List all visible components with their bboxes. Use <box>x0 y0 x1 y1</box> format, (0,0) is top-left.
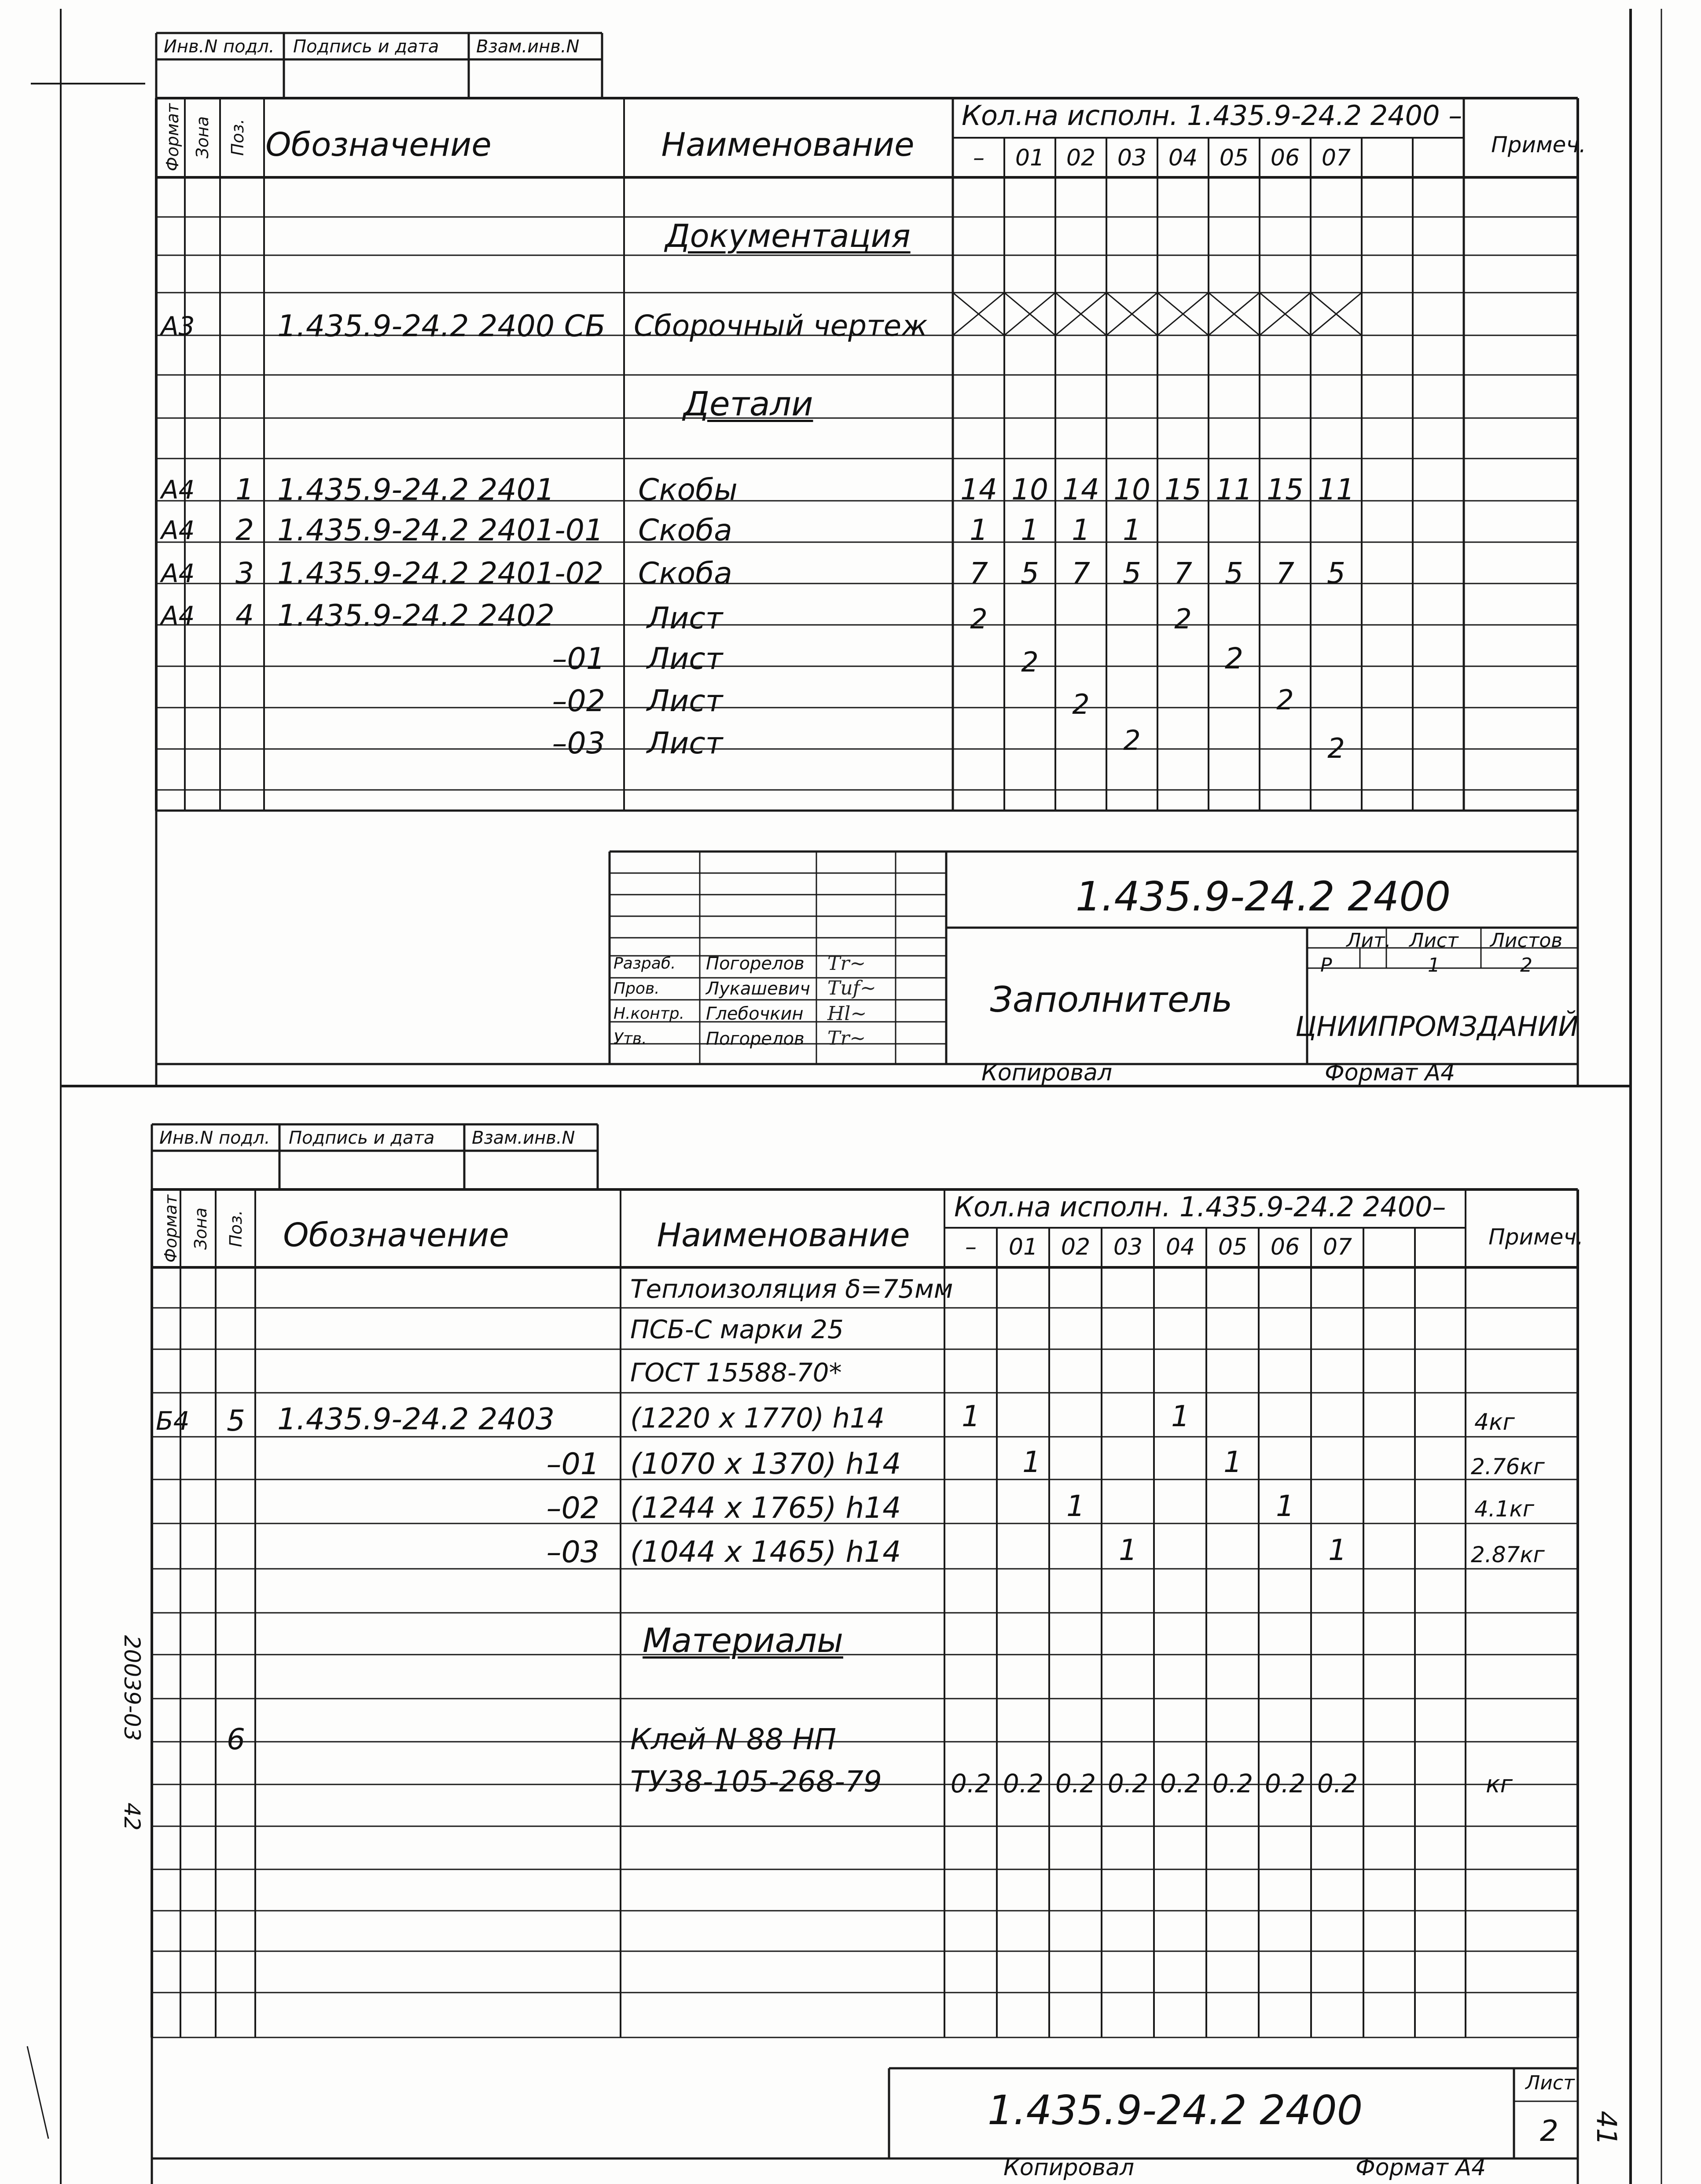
title-block-code: 1.435.9-24.2 2400 <box>1075 873 1451 920</box>
row-name: Лист <box>647 642 723 676</box>
qty-cell: 2 <box>1225 642 1243 675</box>
qty-cell: 5 <box>1225 556 1243 590</box>
row-name: Лист <box>647 684 723 719</box>
qty-cell: 1 <box>1022 1445 1041 1479</box>
col-name-label: Наименование <box>661 126 915 164</box>
row-pos: 1 <box>235 473 254 507</box>
variant-label: 05 <box>1218 1234 1248 1260</box>
glue-name: Клей N 88 НП <box>630 1722 837 1756</box>
row-format: А4 <box>161 475 195 505</box>
row-pos: 6 <box>227 1722 245 1756</box>
signature: Tuf~ <box>827 977 876 999</box>
insulation-line: ГОСТ 15588-70* <box>630 1358 842 1387</box>
insulation-line: Теплоизоляция δ=75мм <box>630 1274 953 1304</box>
section-materials: Материалы <box>643 1621 843 1660</box>
glue-spec: ТУ38-105-268-79 <box>630 1765 882 1799</box>
row-note: 4кг <box>1474 1409 1515 1435</box>
row-designation: –02 <box>552 684 605 719</box>
qty-cell: 1 <box>970 513 988 547</box>
row-designation: 1.435.9-24.2 2401-02 <box>277 556 604 591</box>
staff-role: Утв. <box>614 1030 647 1048</box>
qty-cell: 5 <box>1123 556 1141 590</box>
variant-label: 04 <box>1165 1234 1195 1260</box>
qty-cell: 1 <box>1072 513 1090 547</box>
margin-mark <box>27 2046 48 2139</box>
qty-cell: 0.2 <box>1160 1769 1201 1799</box>
col-zone-label: Зона <box>191 1208 210 1250</box>
staff-role: Н.контр. <box>614 1005 685 1023</box>
qty-cell: 11 <box>1318 473 1355 507</box>
row-format: А4 <box>161 558 195 588</box>
variant-label: – <box>965 1234 977 1260</box>
variant-label: 06 <box>1270 145 1300 171</box>
inv-label: Инв.N подл. <box>164 37 275 57</box>
row-note: 2.87кг <box>1471 1542 1545 1567</box>
qty-cell: 2 <box>1174 603 1192 635</box>
organization: ЦНИИПРОМЗДАНИЙ <box>1295 1010 1579 1042</box>
col-note-label: Примеч. <box>1491 132 1586 158</box>
variant-label: 07 <box>1321 145 1351 171</box>
variant-label: 07 <box>1323 1234 1352 1260</box>
variant-label: 06 <box>1270 1234 1300 1260</box>
row-name: (1070 x 1370) h14 <box>630 1447 901 1481</box>
lit-value: Р <box>1320 954 1332 976</box>
archive-number: 20039-03 <box>119 1635 145 1741</box>
row-designation: –03 <box>546 1535 599 1570</box>
qty-cell: 1 <box>1123 513 1141 547</box>
row-designation: –01 <box>546 1447 599 1482</box>
qty-cell: 7 <box>970 556 988 590</box>
signature: Hl~ <box>827 1002 867 1025</box>
row-name: Скобы <box>638 473 738 507</box>
lit-label: Лит. <box>1346 929 1391 952</box>
qty-cell: 14 <box>1062 473 1099 507</box>
qty-cell: 1 <box>1276 1489 1294 1523</box>
row-name: Лист <box>647 726 723 761</box>
row-pos: 5 <box>227 1404 245 1438</box>
replace-inv-label: Взам.инв.N <box>476 37 580 57</box>
row-designation: 1.435.9-24.2 2401-01 <box>277 513 604 548</box>
row-note: 4.1кг <box>1474 1496 1534 1522</box>
row-note: кг <box>1486 1770 1513 1798</box>
format-label: Формат А4 <box>1356 2155 1486 2181</box>
row-format: А4 <box>161 515 195 545</box>
row-name: (1220 x 1770) h14 <box>630 1402 885 1434</box>
format-label: Формат А4 <box>1325 1060 1455 1086</box>
row-name: Лист <box>647 601 723 636</box>
col-designation-label: Обозначение <box>265 126 492 164</box>
signature: Tr~ <box>827 952 866 975</box>
staff-name: Лукашевич <box>706 979 810 999</box>
variant-label: 03 <box>1113 1234 1143 1260</box>
col-note-label: Примеч. <box>1488 1224 1583 1250</box>
section-documentation: Документация <box>665 217 911 254</box>
row-designation: 1.435.9-24.2 2401 <box>277 473 555 507</box>
col-designation-label: Обозначение <box>283 1216 509 1254</box>
doc-format: А3 <box>161 311 195 341</box>
col-format-label: Формат <box>163 103 182 172</box>
row-name: Скоба <box>638 556 732 591</box>
variant-label: – <box>973 145 985 171</box>
staff-role: Разраб. <box>614 954 676 973</box>
qty-cell: 15 <box>1165 473 1201 507</box>
row-pos: 3 <box>235 556 254 590</box>
col-zone-label: Зона <box>193 116 212 158</box>
variant-label: 01 <box>1015 145 1045 171</box>
qty-cell: 1 <box>1066 1489 1085 1523</box>
row-format: Б4 <box>156 1406 190 1436</box>
qty-cell: 2 <box>970 603 988 635</box>
sheet-value: 1 <box>1428 954 1440 976</box>
row-designation: 1.435.9-24.2 2403 <box>277 1402 555 1437</box>
qty-cell: 14 <box>960 473 997 507</box>
sheet-value: 2 <box>1540 2114 1558 2148</box>
edge-page-number: 41 <box>1591 2111 1623 2146</box>
variant-label: 02 <box>1066 145 1096 171</box>
doc-name: Сборочный чертеж <box>634 309 928 343</box>
qty-header: Кол.на исполн. 1.435.9-24.2 2400– <box>954 1191 1446 1223</box>
qty-cell: 1 <box>1328 1533 1347 1567</box>
variant-label: 02 <box>1061 1234 1091 1260</box>
copied-label: Копировал <box>1003 2155 1135 2181</box>
title-block-name: Заполнитель <box>990 979 1233 1020</box>
variant-label: 03 <box>1117 145 1147 171</box>
qty-cell: 5 <box>1327 556 1345 590</box>
qty-cell: 2 <box>1072 688 1090 720</box>
insulation-line: ПСБ-С марки 25 <box>630 1314 844 1344</box>
row-pos: 4 <box>235 598 254 632</box>
margin-page-number: 42 <box>119 1802 145 1831</box>
copied-label: Копировал <box>981 1060 1113 1086</box>
qty-cell: 1 <box>962 1399 980 1433</box>
qty-cell: 0.2 <box>1107 1769 1149 1799</box>
col-format-label: Формат <box>161 1194 180 1263</box>
qty-cell: 2 <box>1327 732 1345 764</box>
row-pos: 2 <box>235 513 254 547</box>
signature: Tr~ <box>827 1027 866 1050</box>
qty-cell: 15 <box>1267 473 1304 507</box>
qty-cell: 7 <box>1276 556 1294 590</box>
doc-designation: 1.435.9-24.2 2400 СБ <box>277 309 606 344</box>
qty-cell: 10 <box>1113 473 1150 507</box>
qty-cell: 2 <box>1123 724 1141 756</box>
qty-cell: 0.2 <box>1055 1769 1096 1799</box>
row-designation: –02 <box>546 1491 599 1526</box>
row-designation: 1.435.9-24.2 2402 <box>277 598 555 633</box>
replace-inv-label: Взам.инв.N <box>472 1128 575 1148</box>
sheets-value: 2 <box>1520 954 1532 976</box>
qty-cell: 7 <box>1174 556 1192 590</box>
qty-cell: 0.2 <box>1212 1769 1253 1799</box>
qty-cell: 1 <box>1119 1533 1137 1567</box>
inv-label: Инв.N подл. <box>159 1128 270 1148</box>
variant-label: 05 <box>1219 145 1249 171</box>
qty-cell: 5 <box>1021 556 1039 590</box>
variant-label: 04 <box>1168 145 1198 171</box>
qty-cell: 1 <box>1223 1445 1242 1479</box>
row-name: (1044 x 1465) h14 <box>630 1535 901 1569</box>
row-name: (1244 x 1765) h14 <box>630 1491 901 1525</box>
qty-cell: 2 <box>1021 646 1039 678</box>
variant-label: 01 <box>1008 1234 1038 1260</box>
row-note: 2.76кг <box>1471 1454 1545 1479</box>
row-designation: –03 <box>552 726 605 761</box>
staff-name: Погорелов <box>706 954 805 974</box>
sheet-label: Лист <box>1525 2072 1575 2094</box>
qty-cell: 2 <box>1276 684 1294 716</box>
qty-cell: 7 <box>1072 556 1090 590</box>
qty-header: Кол.на исполн. 1.435.9-24.2 2400 – <box>962 99 1462 132</box>
qty-cell: 0.2 <box>1264 1769 1306 1799</box>
title-block-code: 1.435.9-24.2 2400 <box>987 2087 1363 2134</box>
staff-name: Глебочкин <box>706 1004 804 1024</box>
qty-cell: 1 <box>1021 513 1039 547</box>
signature-date-label: Подпись и дата <box>293 37 439 57</box>
row-name: Скоба <box>638 513 732 548</box>
qty-cell: 0.2 <box>1003 1769 1044 1799</box>
signature-date-label: Подпись и дата <box>289 1128 435 1148</box>
row-format: А4 <box>161 601 195 631</box>
col-pos-label: Поз. <box>228 118 247 156</box>
staff-role: Пров. <box>614 980 660 998</box>
qty-cell: 10 <box>1011 473 1048 507</box>
section-parts: Детали <box>683 384 813 423</box>
qty-cell: 1 <box>1171 1399 1190 1433</box>
qty-cell: 0.2 <box>950 1769 992 1799</box>
qty-cell: 11 <box>1216 473 1253 507</box>
sheets-label: Листов <box>1490 929 1563 952</box>
row-designation: –01 <box>552 642 605 676</box>
qty-cell: 0.2 <box>1317 1769 1358 1799</box>
col-name-label: Наименование <box>657 1216 910 1254</box>
staff-name: Погорелов <box>706 1029 805 1049</box>
col-pos-label: Поз. <box>226 1210 246 1248</box>
sheet-label: Лист <box>1409 929 1459 952</box>
